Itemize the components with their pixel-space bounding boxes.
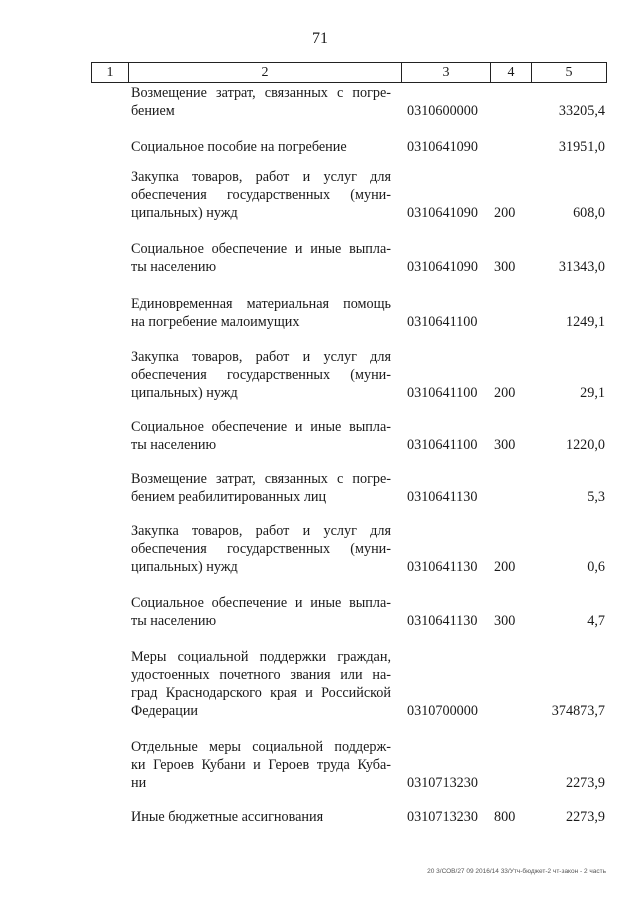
header-col-3: 3 xyxy=(402,63,491,82)
row-code: 0310641090 xyxy=(407,139,478,155)
description-line: Социальное обеспечение и иные выпла- xyxy=(131,595,391,611)
description-line: бением xyxy=(131,103,175,119)
row-amount: 33205,4 xyxy=(558,103,605,119)
row-description xyxy=(131,138,391,156)
row-description xyxy=(131,648,391,720)
row-code: 0310641090 xyxy=(407,205,478,221)
row-amount: 31951,0 xyxy=(558,139,605,155)
description-line: Социальное обеспечение и иные выпла- xyxy=(131,419,391,435)
header-col-2: 2 xyxy=(129,63,402,82)
description-line: обеспечения государственных (муни- xyxy=(131,541,391,557)
row-amount: 29,1 xyxy=(580,385,605,401)
row-description xyxy=(131,522,391,576)
description-line: Отдельные меры социальной поддерж- xyxy=(131,739,391,755)
row-amount: 608,0 xyxy=(573,205,605,221)
header-col-5: 5 xyxy=(565,65,573,80)
row-description xyxy=(131,418,391,454)
row-code: 0310641100 xyxy=(407,437,478,453)
row-amount: 2273,9 xyxy=(565,775,605,791)
row-code: 0310713230 xyxy=(407,775,478,791)
row-description xyxy=(131,168,391,222)
row-code: 0310641130 xyxy=(407,613,478,629)
row-description xyxy=(131,84,391,120)
row-amount: 0,6 xyxy=(587,559,605,575)
description-line: обеспечения государственных (муни- xyxy=(131,187,391,203)
description-line: ки Героев Кубани и Героев труда Куба- xyxy=(131,757,391,773)
description-line: удостоенных почетного звания или на- xyxy=(131,667,391,683)
row-code: 0310641130 xyxy=(407,559,478,575)
description-line: Федерации xyxy=(131,703,199,719)
row-expense-kind: 200 xyxy=(494,205,516,221)
description-line: ципальных) нужд xyxy=(131,559,238,575)
description-line: град Краснодарского края и Российской xyxy=(131,685,391,701)
footer-note: 20 3/СОВ/27 09 2016/14 33/Утч-бюджет-2 чт-закон - 2 часть xyxy=(427,868,606,875)
row-amount: 374873,7 xyxy=(551,703,605,719)
row-description xyxy=(131,470,391,506)
row-code: 0310641100 xyxy=(407,385,478,401)
row-code: 0310641090 xyxy=(407,259,478,275)
description-line: Закупка товаров, работ и услуг для xyxy=(131,169,391,185)
page-number: 71 xyxy=(312,30,328,47)
description-line: Меры социальной поддержки граждан, xyxy=(131,649,391,665)
row-expense-kind: 200 xyxy=(494,559,516,575)
row-expense-kind: 800 xyxy=(494,809,516,825)
description-line: ципальных) нужд xyxy=(131,205,238,221)
row-description xyxy=(131,295,391,331)
description-line: Единовременная материальная помощь xyxy=(131,296,391,312)
row-description xyxy=(131,738,391,792)
description-line: ты населению xyxy=(131,437,217,453)
description-line: Возмещение затрат, связанных с погре- xyxy=(131,471,391,487)
row-description xyxy=(131,594,391,630)
description-line: ты населению xyxy=(131,259,217,275)
description-line: обеспечения государственных (муни- xyxy=(131,367,391,383)
description-line: Иные бюджетные ассигнования xyxy=(131,809,324,825)
description-line: Социальное пособие на погребение xyxy=(131,139,347,155)
description-line: Закупка товаров, работ и услуг для xyxy=(131,349,391,365)
description-line: Социальное обеспечение и иные выпла- xyxy=(131,241,391,257)
description-line: Возмещение затрат, связанных с погре- xyxy=(131,85,391,101)
row-code: 0310700000 xyxy=(407,703,478,719)
row-description xyxy=(131,348,391,402)
table-header xyxy=(91,62,607,83)
row-amount: 1220,0 xyxy=(565,437,605,453)
row-description xyxy=(131,240,391,276)
row-amount: 4,7 xyxy=(587,613,605,629)
row-amount: 2273,9 xyxy=(565,809,605,825)
row-amount: 5,3 xyxy=(587,489,605,505)
row-amount: 1249,1 xyxy=(565,314,605,330)
description-line: бением реабилитированных лиц xyxy=(131,489,327,505)
row-amount: 31343,0 xyxy=(558,259,605,275)
description-line: ты населению xyxy=(131,613,217,629)
row-expense-kind: 300 xyxy=(494,613,516,629)
description-line: Закупка товаров, работ и услуг для xyxy=(131,523,391,539)
row-code: 0310713230 xyxy=(407,809,478,825)
row-code: 0310641130 xyxy=(407,489,478,505)
row-description xyxy=(131,808,391,826)
header-col-4: 4 xyxy=(491,63,532,82)
description-line: ципальных) нужд xyxy=(131,385,238,401)
description-line: ни xyxy=(131,775,147,791)
row-expense-kind: 300 xyxy=(494,437,516,453)
header-col-1: 1 xyxy=(92,63,129,82)
description-line: на погребение малоимущих xyxy=(131,314,300,330)
row-code: 0310641100 xyxy=(407,314,478,330)
row-expense-kind: 200 xyxy=(494,385,516,401)
row-expense-kind: 300 xyxy=(494,259,516,275)
row-code: 0310600000 xyxy=(407,103,478,119)
